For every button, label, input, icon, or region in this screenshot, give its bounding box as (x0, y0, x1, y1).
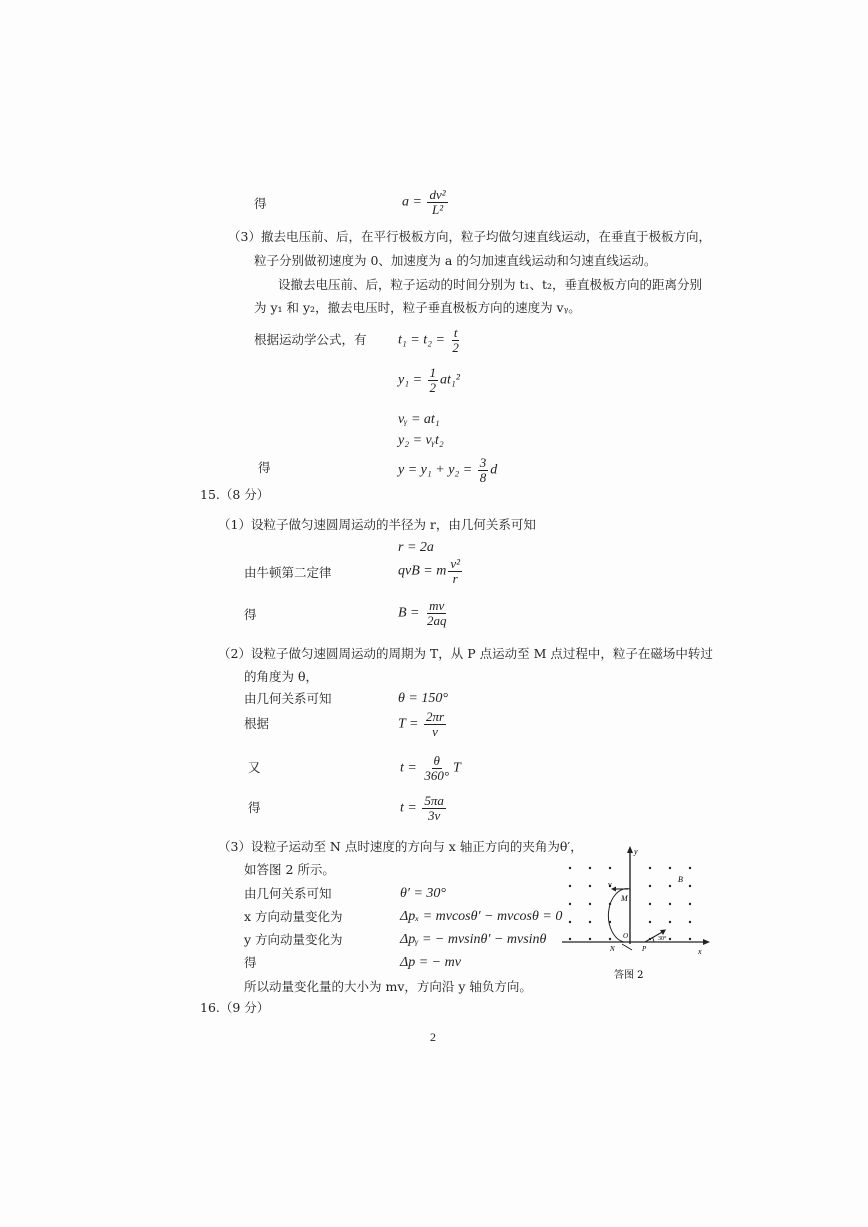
page-number: 2 (430, 1030, 436, 1044)
item-2-line-2: 的角度为 θ， (244, 669, 318, 684)
field-dot (569, 885, 571, 887)
y-momentum-label: y 方向动量变化为 (244, 932, 343, 947)
field-dot (569, 921, 571, 923)
equation-y1: y₁ = $\frac{1}{2}$ at₁² (398, 365, 460, 395)
item-3b-line-2: 如答图 2 所示。 (244, 862, 335, 877)
figure-caption: 答图 2 (614, 970, 644, 981)
field-dot (609, 867, 611, 869)
equation-p: Δp = − mv (400, 955, 461, 970)
kinematics-label: 根据运动学公式，有 (254, 332, 367, 347)
geometry-label-2: 由几何关系可知 (244, 886, 332, 901)
x-momentum-label: x 方向动量变化为 (244, 909, 343, 924)
label-y: y (634, 847, 638, 856)
field-dot (649, 867, 651, 869)
label-B: B (678, 875, 683, 884)
field-dot (569, 938, 571, 940)
item-2-line-1: （2）设粒子做匀速圆周运动的周期为 T，从 P 点运动至 M 点过程中，粒子在磁场中转过 (218, 646, 713, 661)
field-dot (669, 885, 671, 887)
equation-t2: t = $\frac{\theta}{360^\circ}$ T (400, 753, 461, 783)
label-de-5: 得 (244, 955, 257, 970)
field-dot (689, 921, 691, 923)
equation-py: Δpᵧ = − mvsinθ′ − mvsinθ (400, 932, 547, 947)
item-3-line-3: 设撤去电压前、后，粒子运动的时间分别为 t₁、t₂，垂直极板方向的距离分别 (278, 277, 703, 292)
equation-theta: θ = 150° (398, 691, 448, 706)
velocity-arrowhead-M (611, 887, 616, 892)
label-de-2: 得 (258, 460, 271, 475)
equation-a: a = $\frac{\text{dv²}}{\text{L²}}$ (402, 187, 446, 217)
section-15-header: 15.（8 分） (200, 487, 270, 502)
equation-y2: y₂ = vᵧt₂ (398, 433, 444, 448)
field-dot (649, 921, 651, 923)
item-3-line-2: 粒子分别做初速度为 0、加速度为 a 的匀加速直线运动和匀速直线运动。 (254, 253, 657, 268)
basis-label: 根据 (244, 716, 270, 731)
angle-arc (652, 937, 654, 942)
answer-figure-2 (558, 842, 718, 982)
equation-r: r = 2a (398, 540, 434, 555)
field-dot (609, 938, 611, 940)
field-dot (569, 903, 571, 905)
field-dot (589, 903, 591, 905)
exit-velocity (622, 944, 632, 950)
field-dot (589, 938, 591, 940)
equation-vy: vᵧ = at₁ (398, 412, 440, 427)
field-dot (669, 867, 671, 869)
field-dot (689, 867, 691, 869)
equation-t: t₁ = t₂ = $\frac{t}{2}$ (398, 325, 459, 355)
conclusion: 所以动量变化量的大小为 mv，方向沿 y 轴负方向。 (244, 979, 532, 994)
field-dot (689, 938, 691, 940)
section-16-header: 16.（9 分） (200, 1000, 270, 1015)
y-axis-arrow (627, 846, 633, 853)
field-dot (649, 903, 651, 905)
equation-B: B = $\frac{mv}{2aq}$ (398, 598, 447, 628)
equation-px: Δpₓ = mvcosθ′ − mvcosθ = 0 (400, 909, 563, 924)
equation-theta-prime: θ′ = 30° (400, 886, 446, 901)
label-M: M (621, 894, 628, 903)
item-1: （1）设粒子做匀速圆周运动的半径为 r，由几何关系可知 (218, 517, 536, 532)
field-dot (589, 885, 591, 887)
item-3-line-4: 为 y₁ 和 y₂，撤去电压时，粒子垂直极板方向的速度为 vᵧ。 (254, 300, 581, 315)
field-dot (689, 885, 691, 887)
label-de-4: 得 (248, 800, 261, 815)
equation-qvB: qvB = m $\frac{\text{v²}}{r}$ (398, 556, 460, 586)
label-de-3: 得 (244, 607, 257, 622)
field-dot (669, 938, 671, 940)
field-dot (569, 867, 571, 869)
label-v: v (608, 880, 612, 889)
label-x: x (698, 947, 702, 956)
field-dot (649, 885, 651, 887)
label-P: P (642, 945, 647, 953)
field-dot (689, 903, 691, 905)
field-dot (589, 867, 591, 869)
equation-y: y = y₁ + y₂ = $\frac{3}{8}$ d (398, 455, 498, 485)
x-axis-arrow (703, 939, 710, 945)
equation-t3: t = $\frac{5\pi a}{3v}$ (400, 793, 444, 823)
geometry-label-1: 由几何关系可知 (244, 691, 332, 706)
item-3b-line-1: （3）设粒子运动至 N 点时速度的方向与 x 轴正方向的夹角为θ′， (218, 839, 583, 854)
field-dot (589, 921, 591, 923)
newton-label: 由牛顿第二定律 (244, 565, 332, 580)
field-dot (669, 921, 671, 923)
equation-T: T = $\frac{2\pi r}{v}$ (398, 709, 445, 739)
label-O: O (623, 932, 629, 940)
item-3-line-1: （3）撤去电压前、后，在平行极板方向，粒子均做匀速直线运动，在垂直于极板方向， (228, 229, 711, 244)
label-N: N (610, 945, 615, 953)
label-angle: 30° (658, 936, 667, 942)
label-de: 得 (254, 196, 267, 211)
also-label: 又 (248, 760, 261, 775)
field-dot (669, 903, 671, 905)
